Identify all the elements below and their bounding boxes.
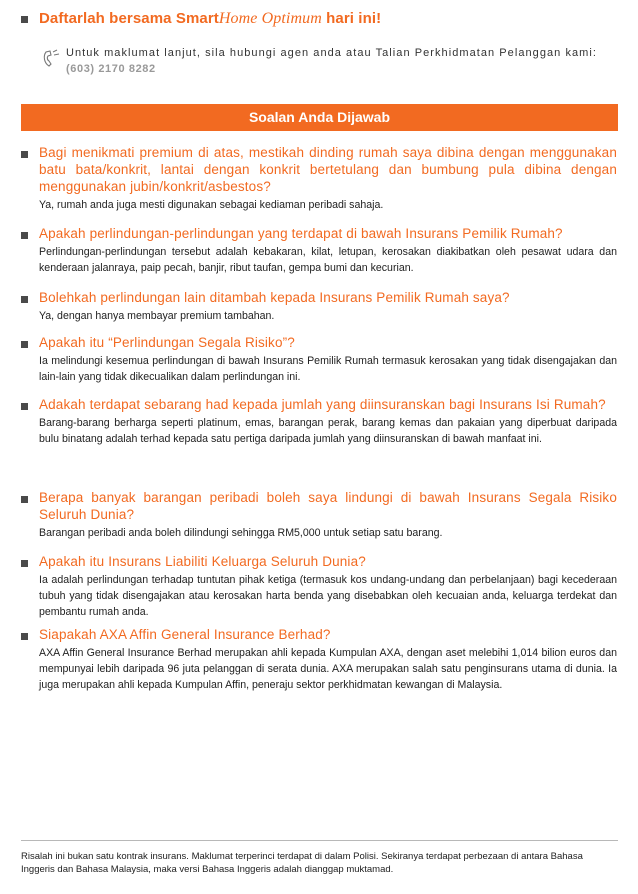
faq-question: Apakah itu “Perlindungan Segala Risiko”? (39, 335, 295, 350)
bullet-icon (21, 633, 28, 640)
bullet-icon (21, 232, 28, 239)
faq-answer: Barang-barang berharga seperti platinum, emas, barangan perak, barang kemas dan pakaian yang diperbuat daripada bulu binatang adalah terhad kepada satu pertiga daripada jumlah yang diinsuranskan di bawah manfaat ini. (39, 417, 617, 445)
bullet-icon (21, 296, 28, 303)
faq-answer: Ia melindungi kesemua perlindungan di bawah Insurans Pemilik Rumah termasuk kerosakan yang tidak disengajakan dan lain-lain yang tidak dikecualikan dalam perlindungan ini. (39, 355, 617, 383)
faq-question: Bolehkah perlindungan lain ditambah kepada Insurans Pemilik Rumah saya? (39, 290, 510, 305)
faq-item (39, 334, 617, 385)
bullet-icon (21, 16, 28, 23)
faq-answer: AXA Affin General Insurance Berhad merupakan ahli kepada Kumpulan AXA, dengan aset melebihi 1,014 bilion euros dan mempunyai lebih daripada 96 juta pelanggan di serata dunia. AXA merupakan salah satu penginsurans utama di dunia. Ia juga merupakan ahli kepada Kumpulan Affin, peneraju sektor perkhidmatan kewangan di Malaysia. (39, 647, 617, 691)
page-title: Daftarlah bersama SmartHome Optimum hari ini! (39, 10, 382, 27)
faq-answer: Ia adalah perlindungan terhadap tuntutan pihak ketiga (termasuk kos undang-undang dan perbelanjaan) bagi kecederaan tubuh yang tidak disengajakan atau kerosakan harta benda yang disebabkan oleh kecuaian anda, keluarga terdekat dan pembantu rumah anda. (39, 574, 617, 618)
contact-info (66, 45, 618, 77)
faq-item (39, 144, 617, 213)
faq-answer: Barangan peribadi anda boleh dilindungi sehingga RM5,000 untuk setiap satu barang. (39, 527, 443, 539)
faq-item (39, 225, 617, 276)
faq-answer: Perlindungan-perlindungan tersebut adalah kebakaran, kilat, letupan, kerosakan diakibatkan oleh pesawat udara dan kenderaan jalanraya, paip pecah, banjir, ribut taufan, gempa bumi dan kecurian. (39, 246, 617, 274)
faq-question: Adakah terdapat sebarang had kepada jumlah yang diinsuranskan bagi Insurans Isi Rumah? (39, 397, 606, 412)
faq-question: Bagi menikmati premium di atas, mestikah dinding rumah saya dibina dengan menggunakan batu bata/konkrit, lantai dengan konkrit bertetulang dan bumbung pula dibina dengan menggunakan jubin/konkrit/asbestos? (39, 145, 617, 194)
faq-answer: Ya, dengan hanya membayar premium tambahan. (39, 310, 275, 322)
faq-answer: Ya, rumah anda juga mesti digunakan sebagai kediaman peribadi sahaja. (39, 199, 384, 211)
bullet-icon (21, 151, 28, 158)
contact-text: Untuk maklumat lanjut, sila hubungi agen anda atau Talian Perkhidmatan Pelanggan kami: (66, 47, 597, 59)
faq-question: Apakah perlindungan-perlindungan yang terdapat di bawah Insurans Pemilik Rumah? (39, 226, 563, 241)
faq-question: Berapa banyak barangan peribadi boleh saya lindungi di bawah Insurans Segala Risiko Seluruh Dunia? (39, 490, 617, 522)
faq-item (39, 396, 617, 447)
bullet-icon (21, 403, 28, 410)
contact-phone: (603) 2170 8282 (66, 63, 156, 75)
faq-item (39, 489, 617, 541)
faq-item (39, 553, 617, 620)
footer-divider (21, 840, 618, 841)
bullet-icon (21, 341, 28, 348)
faq-question: Apakah itu Insurans Liabiliti Keluarga Seluruh Dunia? (39, 554, 366, 569)
faq-item (39, 626, 617, 693)
faq-item (39, 289, 617, 324)
bullet-icon (21, 560, 28, 567)
faq-question: Siapakah AXA Affin General Insurance Berhad? (39, 627, 331, 642)
section-header: Soalan Anda Dijawab (21, 104, 618, 131)
disclaimer-footnote: Risalah ini bukan satu kontrak insurans. Maklumat terperinci terdapat di dalam Polisi. Sekiranya terdapat perbezaan di antara Bahasa Inggeris dan Bahasa Malaysia, maka versi Bahasa Inggeris adalah dianggap muktamad. (21, 851, 583, 875)
phone-icon (42, 49, 60, 69)
bullet-icon (21, 496, 28, 503)
